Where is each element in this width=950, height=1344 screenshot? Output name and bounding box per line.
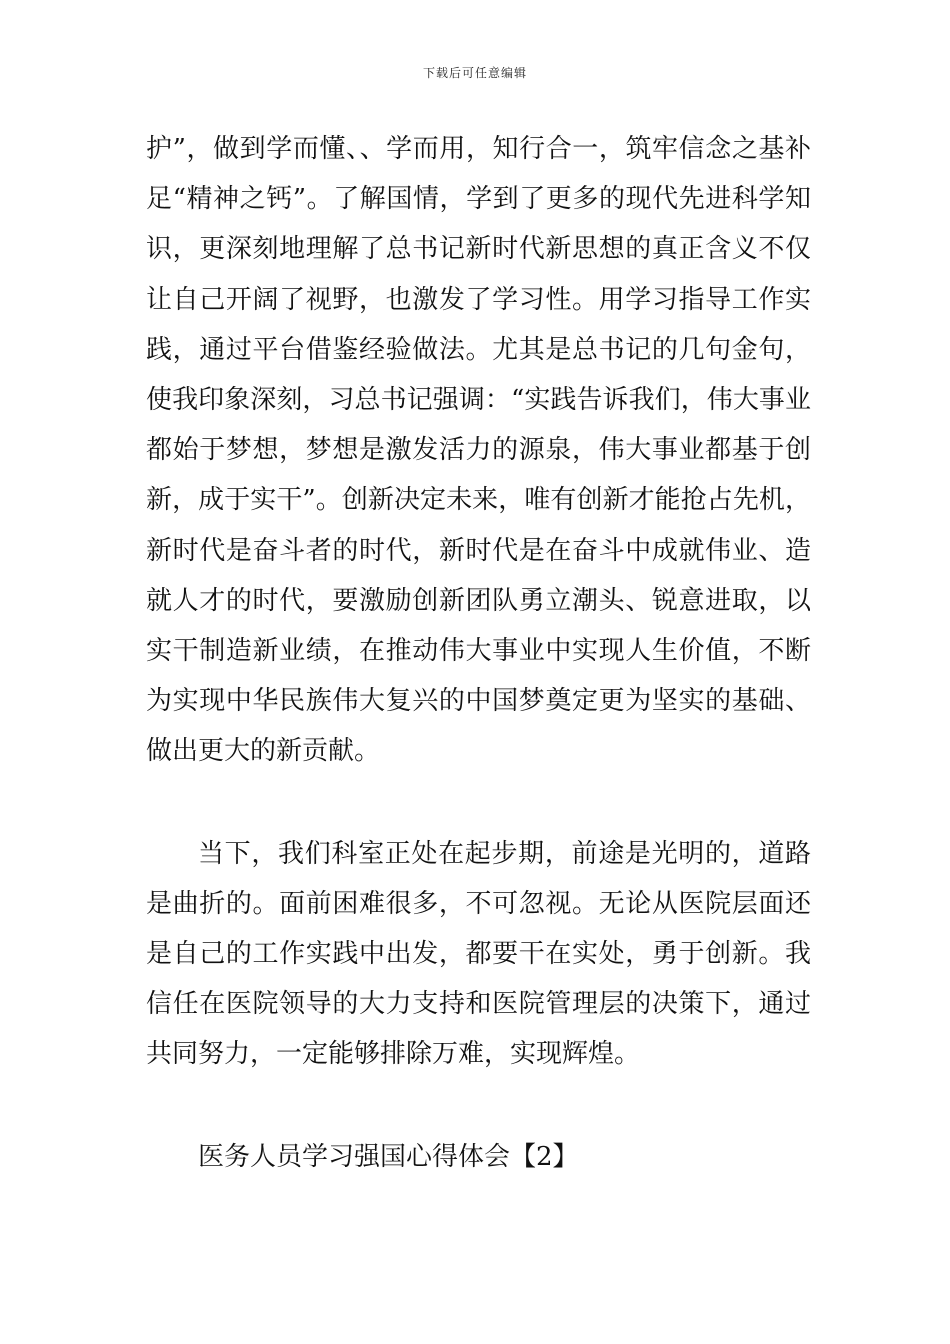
body-paragraph: 当下，我们科室正处在起步期，前途是光明的，道路是曲折的。面前困难很多，不可忽视。无论从医院层面还是自己的工作实践中出发，都要干在实处，勇于创新。我信任在医院领导的大力支持和医院管理层的决策下，通过共同努力，一定能够排除万难，实现辉煌。 bbox=[146, 838, 811, 1070]
section-heading: 医务人员学习强国心得体会【2】 bbox=[198, 1141, 579, 1172]
body-paragraph: 护”，做到学而懂、、学而用，知行合一，筑牢信念之基补足“精神之钙”。了解国情，学到了更多的现代先进科学知识，更深刻地理解了总书记新时代新思想的真正含义不仅让自己开阔了视野，也激发了学习性。用学习指导工作实践，通过平台借鉴经验做法。尤其是总书记的几句金句，使我印象深刻，习总书记强调：“实践告诉我们，伟大事业都始于梦想，梦想是激发活力的源泉，伟大事业都基于创新，成于实干”。创新决定未来，唯有创新才能抢占先机，新时代是奋斗者的时代，新时代是在奋斗中成就伟业、造就人才的时代，要激励创新团队勇立潮头、锐意进取，以实干制造新业绩，在推动伟大事业中实现人生价值，不断为实现中华民族伟大复兴的中国梦奠定更为坚实的基础、做出更大的新贡献。 bbox=[146, 134, 811, 767]
page-header: 下载后可任意编辑 bbox=[422, 66, 527, 80]
document-body bbox=[146, 124, 811, 1182]
